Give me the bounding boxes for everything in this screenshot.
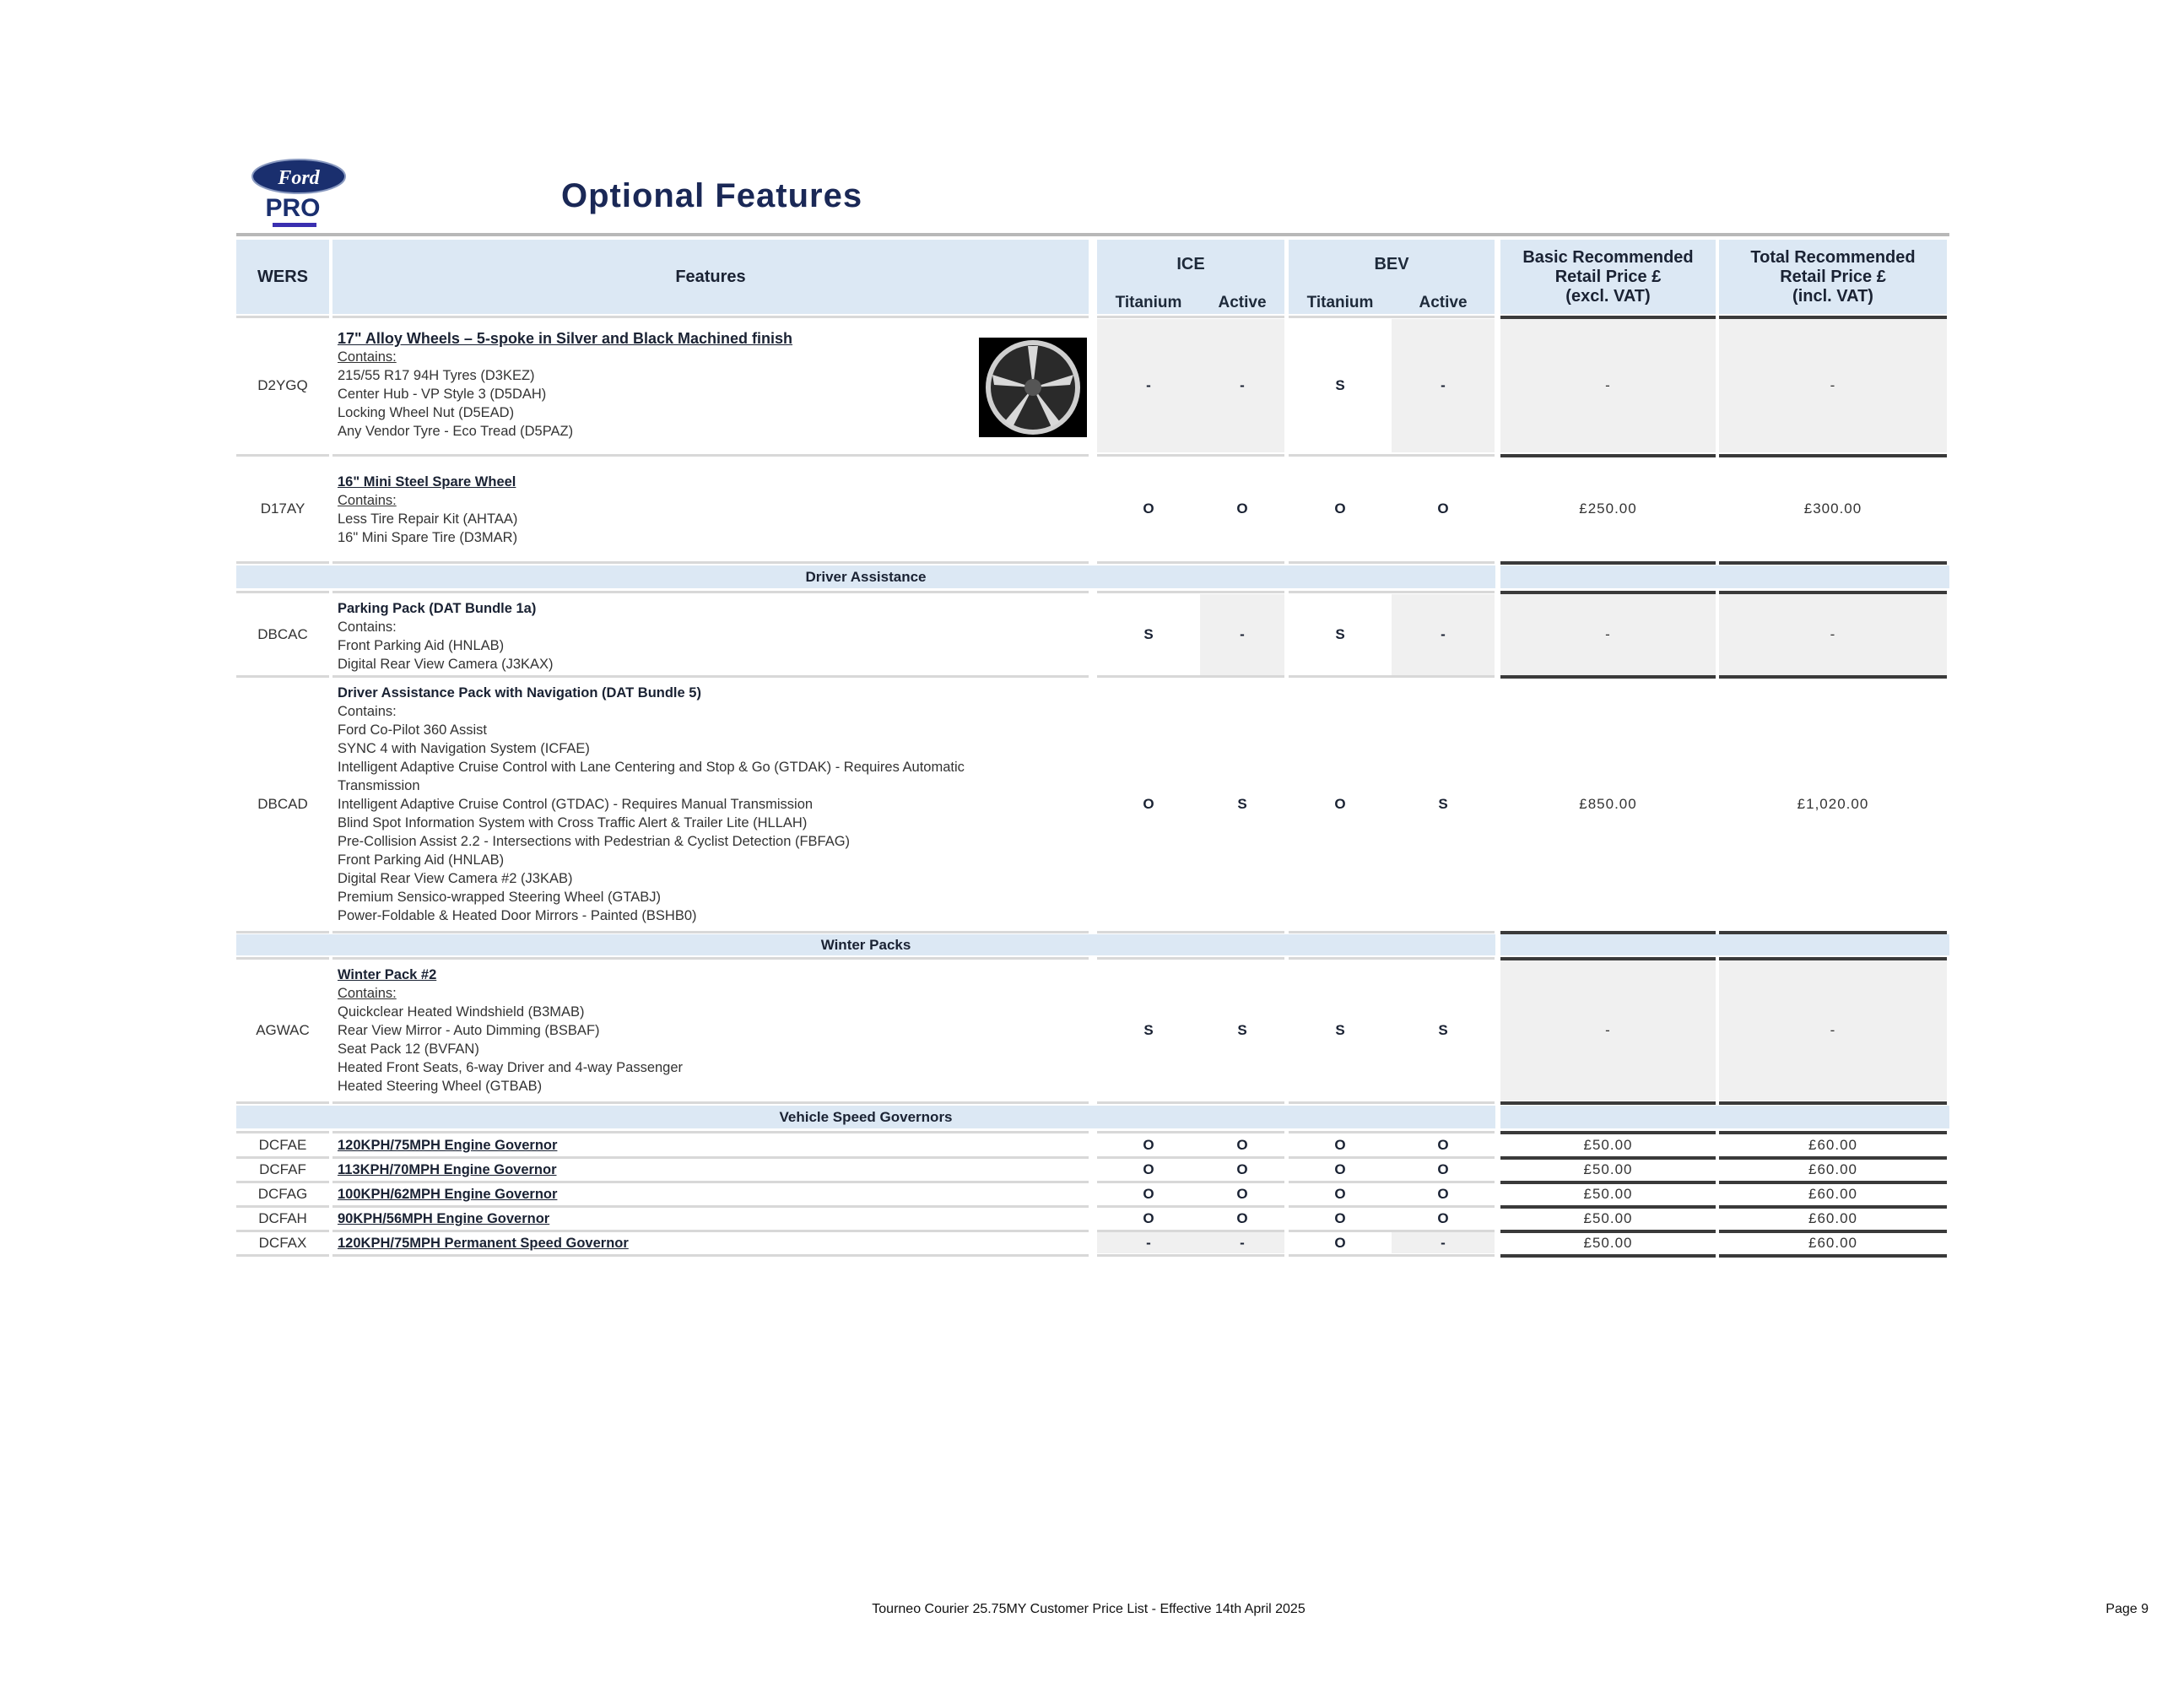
basic-price: £850.00 [1579,796,1637,812]
row-divider [1289,1254,1495,1257]
ford-pro-logo [249,159,349,231]
feature-description [332,1232,1089,1253]
feature-description [332,960,1089,1101]
feature-item: Pre-Collision Assist 2.2 - Intersections with Pedestrian & Cyclist Detection (FBFAG) [338,834,851,849]
availability-ice-titanium: - [1097,1232,1200,1253]
price-divider [1719,1254,1947,1258]
contains-label: Contains: [338,704,397,719]
availability-bev-titanium: O [1334,1136,1346,1153]
section-header: Driver Assistance [236,565,1495,588]
availability-bev-titanium: S [1335,626,1345,642]
feature-item: Power-Foldable & Heated Door Mirrors - Painted (BSHB0) [338,908,697,923]
feature-item: Intelligent Adaptive Cruise Control with Lane Centering and Stop & Go (GTDAK) - Requires Automatic [338,760,965,775]
availability-bev-titanium: O [1334,1234,1346,1251]
wers-code: DBCAC [257,626,308,642]
row-divider [1097,591,1284,593]
feature-item: SYNC 4 with Navigation System (ICFAE) [338,741,590,756]
section-header-price-band [1500,1106,1949,1128]
header-basic-price-line: Retail Price £ [1554,267,1662,286]
row-divider [1097,931,1284,933]
availability-bev-titanium: O [1334,1160,1346,1177]
feature-item: Locking Wheel Nut (D5EAD) [338,405,515,420]
basic-price: £50.00 [1583,1185,1633,1202]
feature-item: Heated Front Seats, 6-way Driver and 4-way Passenger [338,1060,684,1075]
basic-price: - [1500,960,1716,1101]
row-divider [332,1254,1089,1257]
row-divider [236,591,329,593]
total-price: £60.00 [1808,1185,1857,1202]
availability-ice-titanium: S [1143,626,1154,642]
total-price: £60.00 [1808,1209,1857,1226]
row-divider [332,931,1089,933]
feature-item: Heated Steering Wheel (GTBAB) [338,1079,543,1094]
basic-price: £50.00 [1583,1160,1633,1177]
row-divider [236,957,329,960]
total-price: £60.00 [1808,1234,1857,1251]
feature-item: Quickclear Heated Windshield (B3MAB) [338,1004,585,1020]
row-divider [236,675,329,678]
availability-ice-active: S [1237,1022,1247,1038]
row-divider [1289,675,1495,678]
wers-code: DCFAE [258,1136,307,1153]
availability-ice-titanium: O [1143,1185,1154,1202]
availability-bev-titanium: O [1334,796,1346,812]
feature-description [332,1183,1089,1204]
availability-bev-active: O [1437,1136,1449,1153]
row-divider [236,454,329,457]
availability-ice-titanium: O [1143,796,1154,812]
feature-title: Driver Assistance Pack with Navigation (DAT Bundle 5) [338,685,701,701]
wers-code: AGWAC [256,1022,310,1038]
availability-bev-active: S [1438,796,1448,812]
feature-item: Front Parking Aid (HNLAB) [338,852,505,868]
availability-bev-active: O [1437,1209,1449,1226]
header-total-price-line: Retail Price £ [1780,267,1886,286]
availability-ice-titanium: - [1097,319,1200,452]
basic-price: £50.00 [1583,1209,1633,1226]
row-divider [1097,675,1284,678]
feature-item: 215/55 R17 94H Tyres (D3KEZ) [338,368,535,383]
header-total-price-line: Total Recommended [1750,247,1916,267]
row-divider [1097,316,1284,318]
section-header-price-band [1500,565,1949,588]
availability-bev-active: - [1392,319,1495,452]
wers-code: DCFAX [258,1234,307,1251]
section-header: Winter Packs [236,934,1495,955]
feature-title[interactable]: 16" Mini Steel Spare Wheel [338,474,516,490]
contains-label: Contains: [338,493,397,508]
header-ice: ICE [1176,255,1205,273]
row-divider [1289,1101,1495,1104]
total-price: £1,020.00 [1797,796,1869,812]
basic-price: £50.00 [1583,1234,1633,1251]
feature-item: Ford Co-Pilot 360 Assist [338,722,487,738]
feature-description [332,1134,1089,1155]
feature-item: Rear View Mirror - Auto Dimming (BSBAF) [338,1023,600,1038]
contains-label: Contains: [338,349,397,365]
availability-bev-titanium: O [1334,1185,1346,1202]
feature-item: Transmission [338,778,420,793]
total-price: £60.00 [1808,1136,1857,1153]
feature-description [332,457,1089,560]
row-divider [332,1131,1089,1133]
header-basic-price-line: Basic Recommended [1522,247,1694,267]
row-divider [1097,957,1284,960]
total-price: - [1719,319,1947,452]
basic-price: - [1500,594,1716,675]
row-divider [1289,561,1495,564]
alloy-wheel-image [979,338,1087,437]
availability-ice-active: O [1236,1136,1248,1153]
row-divider [332,316,1089,318]
feature-item: Center Hub - VP Style 3 (D5DAH) [338,387,547,402]
availability-bev-active: S [1438,1022,1448,1038]
feature-title[interactable]: 100KPH/62MPH Engine Governor [338,1186,558,1202]
availability-ice-active: - [1200,594,1284,675]
wers-code: DCFAG [257,1185,308,1202]
availability-bev-titanium: S [1335,1022,1345,1038]
row-divider [236,561,329,564]
feature-title[interactable]: 120KPH/75MPH Permanent Speed Governor [338,1235,629,1251]
wers-code: DCFAH [258,1209,307,1226]
price-divider [1500,1254,1716,1258]
section-header: Vehicle Speed Governors [236,1106,1495,1128]
wheel-icon [979,338,1087,437]
feature-description [332,319,1089,452]
header-basic-price [1500,240,1716,314]
wers-code: DBCAD [257,796,308,812]
row-divider [236,1254,329,1257]
wers-code: D17AY [260,500,305,517]
total-price: £300.00 [1803,500,1862,517]
availability-bev-active: O [1437,1185,1449,1202]
feature-title[interactable]: 113KPH/70MPH Engine Governor [338,1161,557,1177]
header-features: Features [332,240,1089,314]
availability-bev-titanium: O [1334,500,1346,517]
header-total-price-line: (incl. VAT) [1792,286,1873,306]
availability-ice-active: O [1236,1209,1248,1226]
feature-title[interactable]: Winter Pack #2 [338,967,437,982]
svg-text:PRO: PRO [265,194,321,222]
header-bev-titanium: Titanium [1306,294,1374,311]
feature-item: Premium Sensico-wrapped Steering Wheel (GTABJ) [338,890,661,905]
feature-item: Digital Rear View Camera #2 (J3KAB) [338,871,573,886]
header-total-price [1719,240,1947,314]
row-divider [332,1101,1089,1104]
feature-title[interactable]: 17" Alloy Wheels – 5-spoke in Silver and Black Machined finish [338,330,793,347]
header-bev-active: Active [1419,294,1468,311]
row-divider [1289,316,1495,318]
section-header-price-band [1500,934,1949,955]
basic-price: £50.00 [1583,1136,1633,1153]
availability-ice-titanium: O [1143,1209,1154,1226]
feature-item: Digital Rear View Camera (J3KAX) [338,657,554,672]
feature-description [332,1208,1089,1229]
feature-title[interactable]: 120KPH/75MPH Engine Governor [338,1137,558,1153]
page-title: Optional Features [561,177,863,214]
header-ice-active: Active [1218,294,1267,311]
basic-price: - [1500,319,1716,452]
total-price: - [1719,960,1947,1101]
feature-description [332,594,1089,675]
row-divider [236,931,329,933]
feature-title[interactable]: 90KPH/56MPH Engine Governor [338,1210,550,1226]
total-price: £60.00 [1808,1160,1857,1177]
availability-bev-active: - [1392,1232,1495,1253]
feature-item: Front Parking Aid (HNLAB) [338,638,505,653]
availability-ice-titanium: O [1143,1160,1154,1177]
availability-bev-titanium: S [1335,377,1345,393]
row-divider [1289,931,1495,933]
availability-bev-active: O [1437,1160,1449,1177]
header-bev: BEV [1374,255,1409,273]
feature-item: Any Vendor Tyre - Eco Tread (D5PAZ) [338,424,574,439]
availability-ice-active: - [1200,319,1284,452]
price-divider [1500,561,1716,565]
availability-bev-active: O [1437,500,1449,517]
row-divider [236,1131,329,1133]
header-wers: WERS [236,240,329,314]
row-divider [236,316,329,318]
availability-ice-active: S [1237,796,1247,812]
availability-ice-active: O [1236,1160,1248,1177]
title-divider [236,233,1949,236]
wers-code: DCFAF [259,1160,306,1177]
row-divider [1289,591,1495,593]
header-ice-titanium: Titanium [1115,294,1182,311]
feature-item: 16" Mini Spare Tire (D3MAR) [338,530,518,545]
availability-bev-titanium: O [1334,1209,1346,1226]
page-number: Page 9 [2106,1602,2149,1616]
price-divider [1719,561,1947,565]
row-divider [1289,454,1495,457]
availability-bev-active: - [1392,594,1495,675]
row-divider [1097,1131,1284,1133]
row-divider [1289,1131,1495,1133]
row-divider [1097,561,1284,564]
basic-price: £250.00 [1579,500,1637,517]
feature-description [332,679,1089,930]
header-basic-price-line: (excl. VAT) [1565,286,1651,306]
total-price: - [1719,594,1947,675]
price-divider [1500,1101,1716,1105]
row-divider [332,561,1089,564]
row-divider [332,957,1089,960]
contains-label: Contains: [338,986,397,1001]
row-divider [332,591,1089,593]
wers-code: D2YGQ [257,377,308,393]
feature-item: Blind Spot Information System with Cross Traffic Alert & Trailer Lite (HLLAH) [338,815,808,830]
row-divider [1097,1254,1284,1257]
row-divider [236,1101,329,1104]
availability-ice-active: O [1236,500,1248,517]
contains-label: Contains: [338,619,397,635]
availability-ice-titanium: O [1143,1136,1154,1153]
feature-item: Intelligent Adaptive Cruise Control (GTDAC) - Requires Manual Transmission [338,797,814,812]
availability-ice-active: - [1200,1232,1284,1253]
availability-ice-active: O [1236,1185,1248,1202]
row-divider [332,454,1089,457]
row-divider [1097,1101,1284,1104]
feature-item: Seat Pack 12 (BVFAN) [338,1041,479,1057]
row-divider [1289,957,1495,960]
footer-text: Tourneo Courier 25.75MY Customer Price List - Effective 14th April 2025 [872,1602,1306,1616]
feature-description [332,1159,1089,1180]
feature-title: Parking Pack (DAT Bundle 1a) [338,601,537,616]
availability-ice-titanium: O [1143,500,1154,517]
svg-text:Ford: Ford [278,167,320,189]
feature-item: Less Tire Repair Kit (AHTAA) [338,511,518,527]
availability-ice-titanium: S [1143,1022,1154,1038]
row-divider [1097,454,1284,457]
price-divider [1719,1101,1947,1105]
row-divider [332,675,1089,678]
